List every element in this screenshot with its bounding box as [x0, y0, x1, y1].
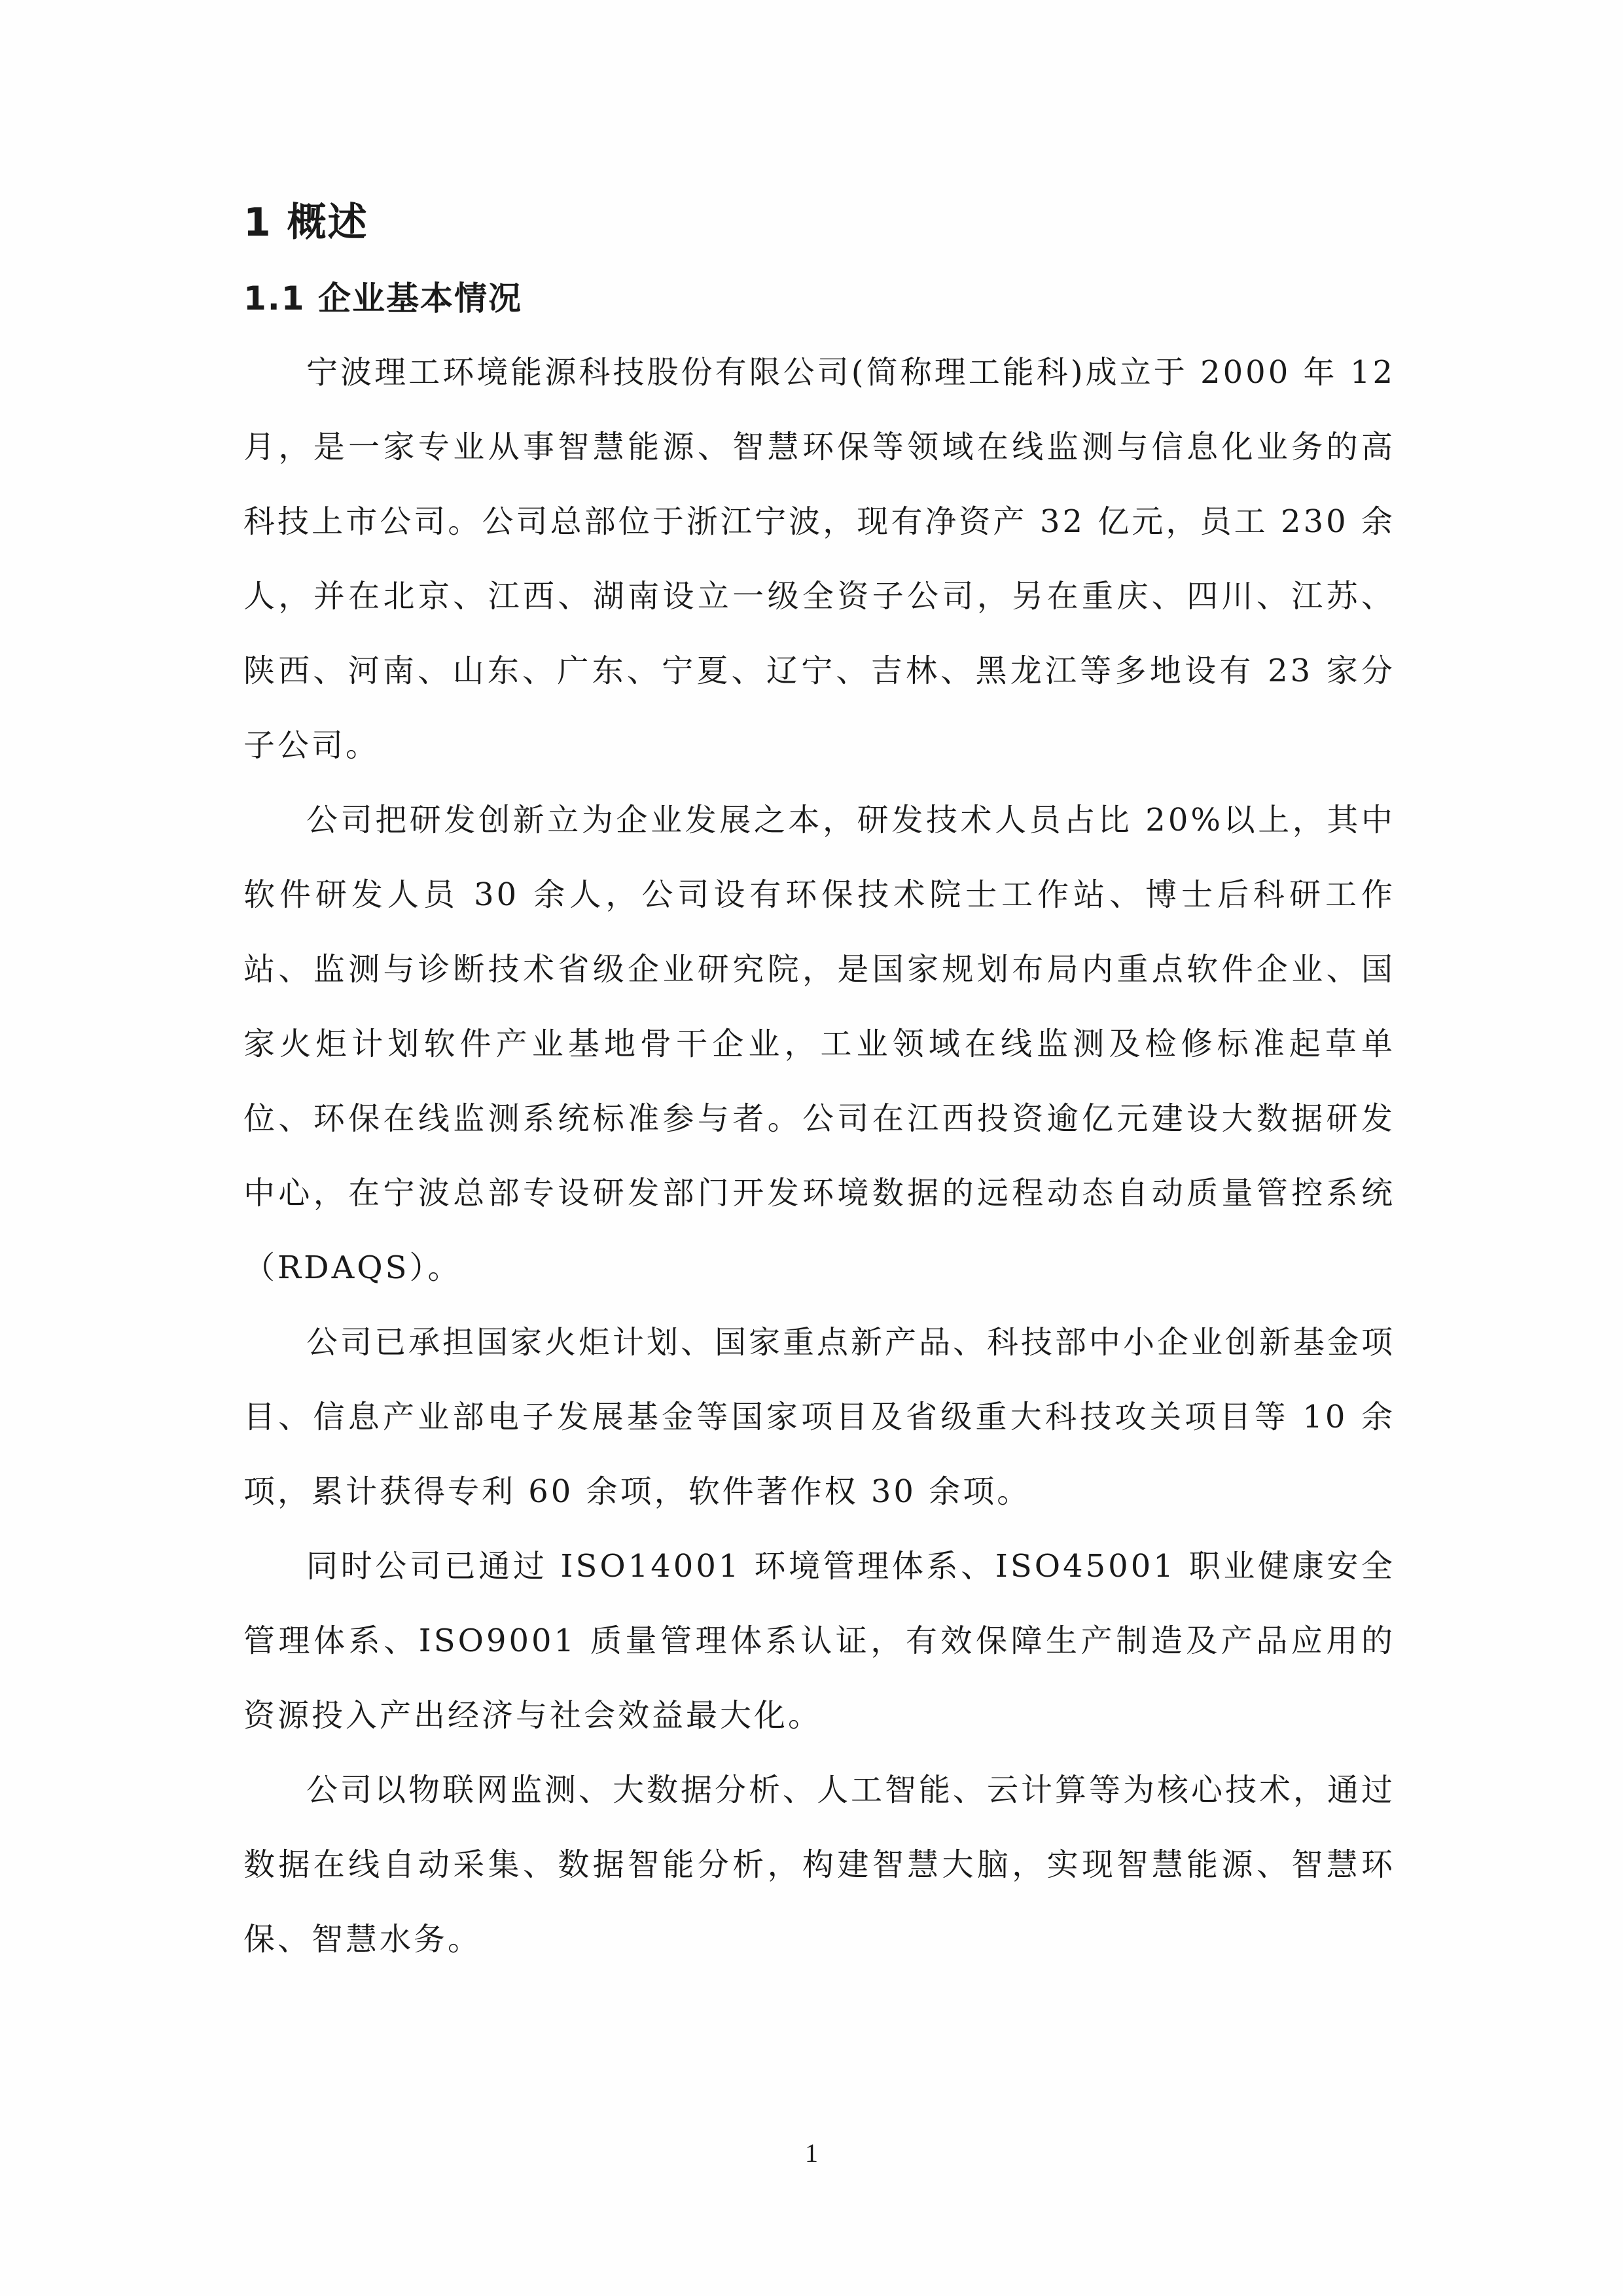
paragraph-rnd: 公司把研发创新立为企业发展之本，研发技术人员占比 20%以上，其中软件研发人员 30 余人，公司设有环保技术院士工作站、博士后科研工作站、监测与诊断技术省级企业研究院，是国家规划布局内重点软件企业、国家火炬计划软件产业基地骨干企业，工业领域在线监测及检修标准起草单位、环保在线监测系统标准参与者。公司在江西投资逾亿元建设大数据研发中心，在宁波总部专设研发部门开发环境数据的远程动态自动质量管控系统（RDAQS）。	[243, 802, 1395, 1286]
paragraph-core-technology: 公司以物联网监测、大数据分析、人工智能、云计算等为核心技术，通过数据在线自动采集、数据智能分析，构建智慧大脑，实现智慧能源、智慧环保、智慧水务。	[243, 1772, 1396, 1958]
page-content	[243, 183, 1395, 1977]
section-heading: 1 概述	[243, 200, 368, 245]
paragraph-projects: 公司已承担国家火炬计划、国家重点新产品、科技部中小企业创新基金项目、信息产业部电子发展基金等国家项目及省级重大科技攻关项目等 10 余项，累计获得专利 60 余项，软件著作权 30 余项。	[243, 1324, 1396, 1510]
subsection-heading: 1.1 企业基本情况	[243, 279, 522, 317]
paragraph-company-overview: 宁波理工环境能源科技股份有限公司(简称理工能科)成立于 2000 年 12 月，是一家专业从事智慧能源、智慧环保等领域在线监测与信息化业务的高科技上市公司。公司总部位于浙江宁波，现有净资产 32 亿元，员工 230 余人，并在北京、江西、湖南设立一级全资子公司，另在重庆、四川、江苏、陕西、河南、山东、广东、宁夏、辽宁、吉林、黑龙江等多地设有 23 家分子公司。	[243, 354, 1395, 764]
page-number: 1	[805, 2138, 818, 2168]
paragraph-certifications: 同时公司已通过 ISO14001 环境管理体系、ISO45001 职业健康安全管理体系、ISO9001 质量管理体系认证，有效保障生产制造及产品应用的资源投入产出经济与社会效益最大化。	[243, 1548, 1395, 1734]
